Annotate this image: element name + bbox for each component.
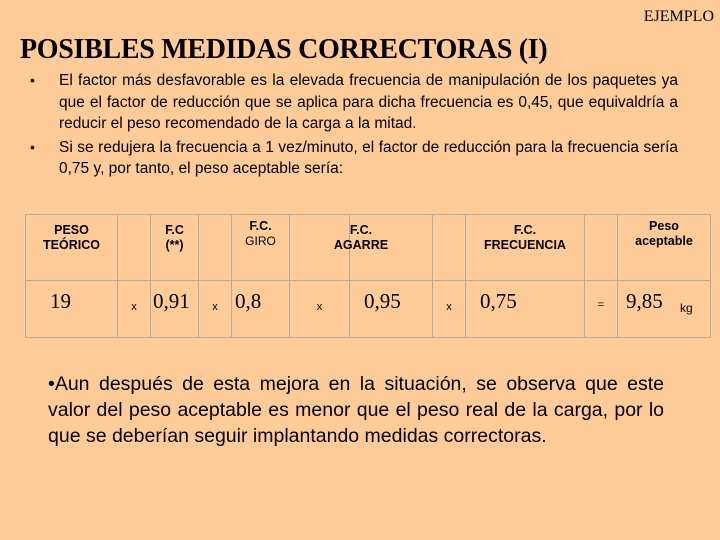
header-fc-frecuencia: F.C. FRECUENCIA <box>466 215 585 281</box>
header-op-cell <box>199 215 232 281</box>
header-fc: F.C (**) <box>151 215 199 281</box>
unit-label: kg <box>680 301 693 315</box>
operator-cell: = <box>585 281 618 338</box>
bullet-marker: • <box>30 72 35 88</box>
header-op-cell <box>433 215 466 281</box>
header-fc-giro: F.C. GIRO <box>232 215 290 281</box>
header-peso-teorico: PESO TEÓRICO <box>26 215 118 281</box>
operator-cell: x <box>199 281 232 338</box>
header-op-cell <box>585 215 618 281</box>
bullet-text: Si se redujera la frecuencia a 1 vez/minuto, el factor de reducción para la frecuencia sería 0,75 y, por tanto, el peso aceptable sería: <box>59 138 678 177</box>
bullet-text: El factor más desfavorable es la elevada frecuencia de manipulación de los paquetes ya que el factor de reducción que se aplica para dicha frecuencia es 0,45, que equivaldría a reducir el peso recomendado de la carga a la mitad. <box>59 72 678 132</box>
value-peso-aceptable: 9,85 kg <box>618 281 711 338</box>
table-values-row <box>26 281 711 338</box>
calculation-table <box>25 214 711 338</box>
header-op-cell <box>118 215 151 281</box>
operator-cell: x <box>433 281 466 338</box>
value-fc-agarre: 0,95 <box>350 281 433 338</box>
bullet-item <box>30 137 678 180</box>
operator-cell: x <box>290 281 350 338</box>
header-peso-aceptable: Peso aceptable <box>618 215 711 281</box>
slide-tag: EJEMPLO <box>643 8 714 25</box>
value-peso-teorico: 19 <box>26 281 118 338</box>
conclusion-paragraph: •Aun después de esta mejora en la situación, se observa que este valor del peso aceptable es menor que el peso real de la carga, por lo que se deberían seguir implantando medidas correctoras. <box>48 373 664 447</box>
operator-cell: x <box>118 281 151 338</box>
bullet-list <box>30 70 678 182</box>
bullet-item <box>30 70 678 135</box>
table-header-row <box>26 215 711 281</box>
value-fc-giro: 0,8 <box>232 281 290 338</box>
header-fc-agarre: F.C. AGARRE <box>350 215 433 281</box>
value-fc: 0,91 <box>151 281 199 338</box>
value-fc-frecuencia: 0,75 <box>466 281 585 338</box>
slide-title: POSIBLES MEDIDAS CORRECTORAS (I) <box>20 34 548 65</box>
bullet-marker: • <box>30 138 35 155</box>
